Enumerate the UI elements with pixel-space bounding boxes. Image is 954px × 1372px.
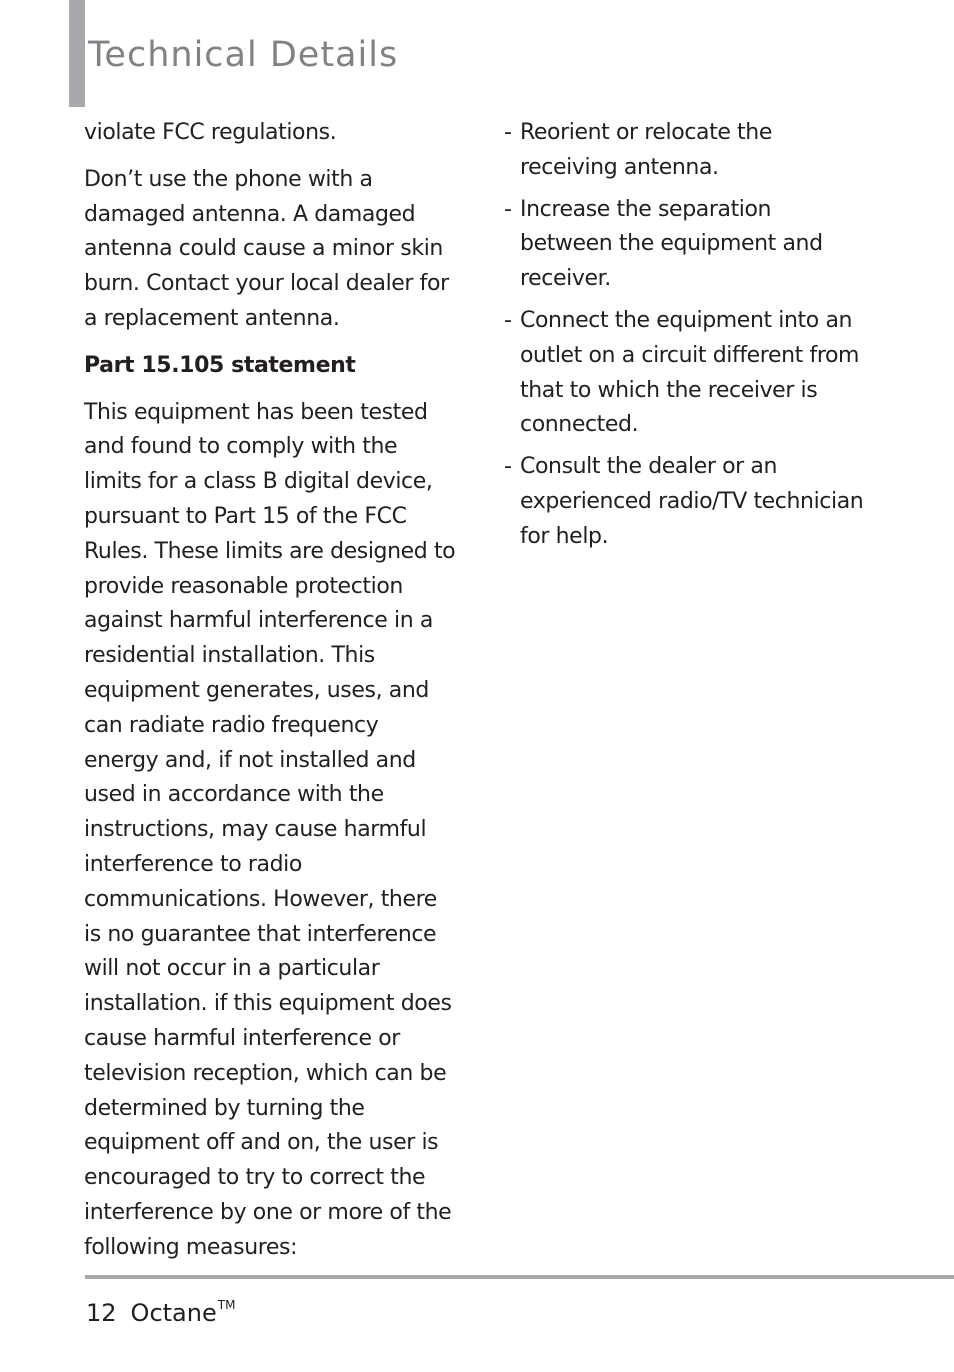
dash-bullet: - <box>504 307 512 333</box>
list-item-text: Connect the equipment into an outlet on a circuit different from that to which the receiver is connected. <box>520 307 860 438</box>
page-number: 12 <box>86 1299 117 1327</box>
section-heading-part-15-105: Part 15.105 statement <box>84 352 356 378</box>
footer-divider <box>85 1275 954 1279</box>
dash-bullet: - <box>504 454 512 480</box>
paragraph-fcc-violation: violate FCC regulations. <box>84 120 337 145</box>
list-item-text: Consult the dealer or an experienced radio/TV technician for help. <box>520 454 864 549</box>
dash-bullet: - <box>504 196 512 222</box>
right-column <box>504 116 864 562</box>
list-item <box>504 193 864 297</box>
measures-list <box>504 116 864 555</box>
page-footer <box>86 1290 235 1328</box>
header-accent-bar <box>69 0 85 107</box>
list-item <box>504 116 864 186</box>
list-item-text: Increase the separation between the equipment and receiver. <box>520 196 823 292</box>
dash-bullet: - <box>504 120 512 145</box>
list-item <box>504 304 864 443</box>
product-name: Octane <box>130 1299 217 1327</box>
list-item <box>504 450 864 554</box>
page-title: Technical Details <box>88 35 399 75</box>
paragraph-part-15-statement: This equipment has been tested and found to comply with the limits for a class B digital device, pursuant to Part 15 of the FCC Rules. These limits are designed to provide reasonable protection against harmful interference in a residential installation. This equipment generates, uses, and can radiate radio frequency energy and, if not installed and used in accordance with the instructions, may cause harmful interference to radio communications. However, there is no guarantee that interference will not occur in a particular installation. if this equipment does cause harmful interference or television reception, which can be determined by turning the equipment off and on, the user is encouraged to try to correct the interference by one or more of the following measures: <box>84 399 456 1260</box>
trademark-mark: TM <box>217 1298 236 1312</box>
list-item-text: Reorient or relocate the receiving antenna. <box>520 120 772 180</box>
left-column <box>84 116 456 1278</box>
paragraph-damaged-antenna: Don’t use the phone with a damaged antenna. A damaged antenna could cause a minor skin burn. Contact your local dealer for a replacement antenna. <box>84 166 449 331</box>
